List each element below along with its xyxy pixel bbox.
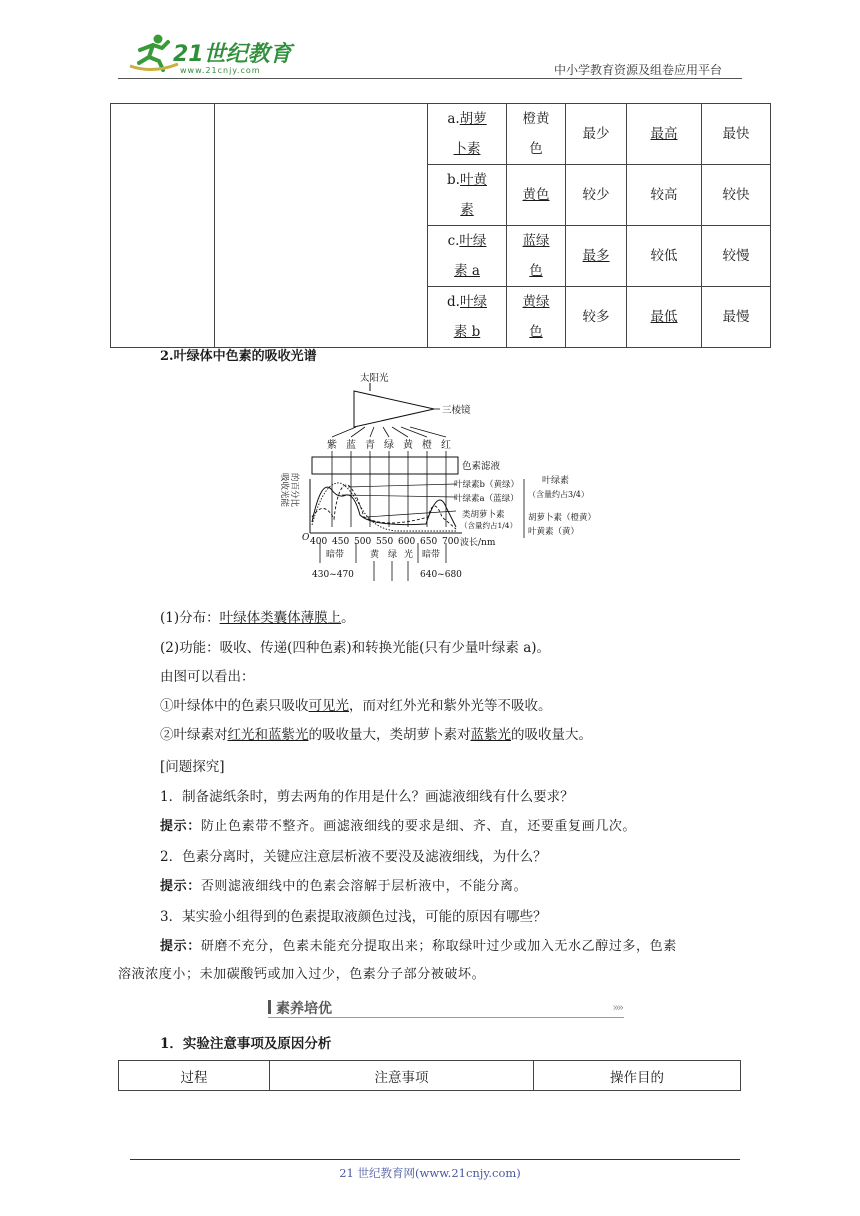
prism-shape	[354, 391, 434, 427]
section-title: 2.叶绿体中色素的吸收光谱	[160, 349, 317, 364]
pigment-solubility: 最高	[627, 104, 702, 165]
pigment-solubility: 最低	[627, 287, 702, 348]
pigment-speed: 较快	[702, 165, 771, 226]
logo-text: 21世纪教育	[173, 42, 292, 67]
curve-car-content: （含量约占1/4）	[460, 521, 518, 530]
platform-label: 中小学教育资源及组卷应用平台	[553, 63, 722, 77]
function-line: (2)功能：吸收、传递(四种色素)和转换光能(只有少量叶绿素 a)。	[160, 640, 551, 656]
spectrum-color-label: 黄	[403, 440, 413, 451]
filter-box	[312, 457, 458, 474]
x-axis-label: 波长/nm	[460, 538, 496, 548]
runner-icon	[130, 35, 178, 71]
banner-bar	[268, 1000, 271, 1014]
prism-label: 三棱镜	[442, 405, 471, 416]
ray-0	[332, 427, 356, 437]
transmitted-arrows	[374, 561, 408, 581]
spectrum-color-label: 蓝	[346, 440, 356, 451]
answer-1: 提示：防止色素带不整齐。画滤液细线的要求是细、齐、直，还要重复画几次。	[160, 819, 637, 834]
pigment-speed: 较慢	[702, 226, 771, 287]
light-label: 光	[404, 550, 414, 560]
point-1: ①叶绿体中的色素只吸收可见光，而对红外光和紫外光等不吸收。	[160, 698, 552, 714]
dark-band-left: 暗带	[326, 550, 345, 560]
pigment-amount: 最少	[566, 104, 627, 165]
answer-2: 提示：否则滤液细线中的色素会溶解于层析液中，不能分离。	[160, 879, 528, 894]
ray-6	[410, 427, 446, 437]
pigment-amount: 最多	[566, 226, 627, 287]
pigment-table	[110, 103, 771, 348]
carotene-label: 胡萝卜素（橙黄）	[528, 513, 597, 523]
pigment-color: 橙黄 色	[507, 104, 566, 165]
leader-a	[342, 495, 456, 497]
pigment-amount: 较少	[566, 165, 627, 226]
pigment-solubility: 较高	[627, 165, 702, 226]
pigment-name: a.胡萝 卜素	[428, 104, 507, 165]
dark-left-range: 430~470	[312, 570, 354, 580]
question-2: 2．色素分离时，关键应注意层析液不要没及滤液细线，为什么？	[160, 849, 547, 865]
question-3: 3．某实验小组得到的色素提取液颜色过浅，可能的原因有哪些？	[160, 909, 547, 925]
chl-group-label: 叶绿素	[542, 476, 570, 486]
x-tick-label: 700	[442, 537, 460, 547]
footer-divider	[130, 1159, 740, 1160]
absorption-spectrum-diagram	[276, 367, 620, 585]
pigment-color: 蓝绿 色	[507, 226, 566, 287]
header-process: 过程	[119, 1061, 270, 1091]
curve-chlorophyll-b	[312, 487, 456, 527]
header-notes: 注意事项	[270, 1061, 534, 1091]
logo-url: www.21cnjy.com	[180, 66, 261, 75]
pigment-speed: 最快	[702, 104, 771, 165]
answer-3-line-2: 溶液浓度小；未加碳酸钙或加入过少，色素分子部分被破坏。	[118, 967, 486, 982]
distribution-answer: 叶绿体类囊体薄膜上	[219, 610, 342, 626]
logo	[118, 30, 298, 76]
question-1: 1．制备滤纸条时，剪去两角的作用是什么？画滤液细线有什么要求？	[160, 789, 574, 805]
y-axis-label-1: 吸收光能	[279, 473, 289, 508]
green-label: 绿	[388, 550, 398, 560]
leader-b	[348, 484, 456, 487]
banner-underline	[268, 1017, 624, 1018]
footer-text: 21 世纪教育网(www.21cnjy.com)	[339, 1166, 521, 1180]
experiment-notes-table	[118, 1060, 741, 1091]
distribution-line: (1)分布：叶绿体类囊体薄膜上。	[160, 610, 355, 626]
banner-title: 素养培优	[276, 1001, 332, 1017]
spectrum-color-label: 橙	[422, 440, 432, 451]
dark-right-range: 640~680	[420, 570, 462, 580]
pigment-solubility: 较低	[627, 226, 702, 287]
inquiry-heading: [问题探究]	[160, 759, 225, 775]
yellow-label: 黄	[370, 550, 380, 560]
notes-title: 1．实验注意事项及原因分析	[160, 1036, 332, 1052]
header-purpose: 操作目的	[534, 1061, 741, 1091]
x-tick-label: 550	[376, 537, 394, 547]
xanthophyll-label: 叶黄素（黄）	[528, 527, 580, 537]
pigment-name: b.叶黄 素	[428, 165, 507, 226]
ray-2	[370, 427, 374, 437]
ray-3	[383, 427, 389, 437]
pigment-name: c.叶绿 素 a	[428, 226, 507, 287]
filter-label: 色素滤液	[462, 461, 501, 472]
x-tick-label: 650	[420, 537, 438, 547]
curve-b-label: 叶绿素b（黄绿）	[454, 480, 519, 490]
curve-car-label: 类胡萝卜素	[462, 510, 505, 520]
x-tick-label: 500	[354, 537, 372, 547]
page-header	[118, 30, 742, 80]
spectrum-color-label: 绿	[384, 440, 394, 451]
dark-band-right: 暗带	[422, 550, 441, 560]
pigment-color: 黄色	[507, 165, 566, 226]
section-banner	[268, 998, 624, 1020]
leader-car	[366, 511, 456, 517]
spectrum-color-label: 红	[441, 440, 451, 451]
curve-a-label: 叶绿素a（蓝绿）	[454, 494, 519, 504]
x-tick-label: 450	[332, 537, 350, 547]
double-chevron-icon: »»	[612, 1001, 622, 1014]
sun-label: 太阳光	[360, 373, 389, 384]
pigment-color: 黄绿 色	[507, 287, 566, 348]
pigment-amount: 较多	[566, 287, 627, 348]
pigment-name: d.叶绿 素 b	[428, 287, 507, 348]
x-tick-label: 400	[310, 537, 328, 547]
blank-cell	[111, 104, 215, 348]
x-tick-label: 600	[398, 537, 416, 547]
chl-group-content: （含量约占3/4）	[528, 490, 589, 499]
spectrum-color-label: 紫	[327, 440, 337, 451]
answer-3-line-1: 提示：研磨不充分，色素未能充分提取出来；称取绿叶过少或加入无水乙醇过多，色素	[160, 939, 677, 954]
pigment-speed: 最慢	[702, 287, 771, 348]
from-figure-line: 由图可以看出：	[160, 669, 255, 685]
header-divider	[118, 78, 742, 79]
pigment-row	[111, 104, 771, 165]
y-axis-label-2: 的百分比	[289, 473, 299, 508]
point-2: ②叶绿素对红光和蓝紫光的吸收量大，类胡萝卜素对蓝紫光的吸收量大。	[160, 727, 592, 743]
origin-label: O	[302, 533, 310, 543]
blank-cell	[215, 104, 428, 348]
spectrum-color-label: 青	[365, 440, 375, 451]
